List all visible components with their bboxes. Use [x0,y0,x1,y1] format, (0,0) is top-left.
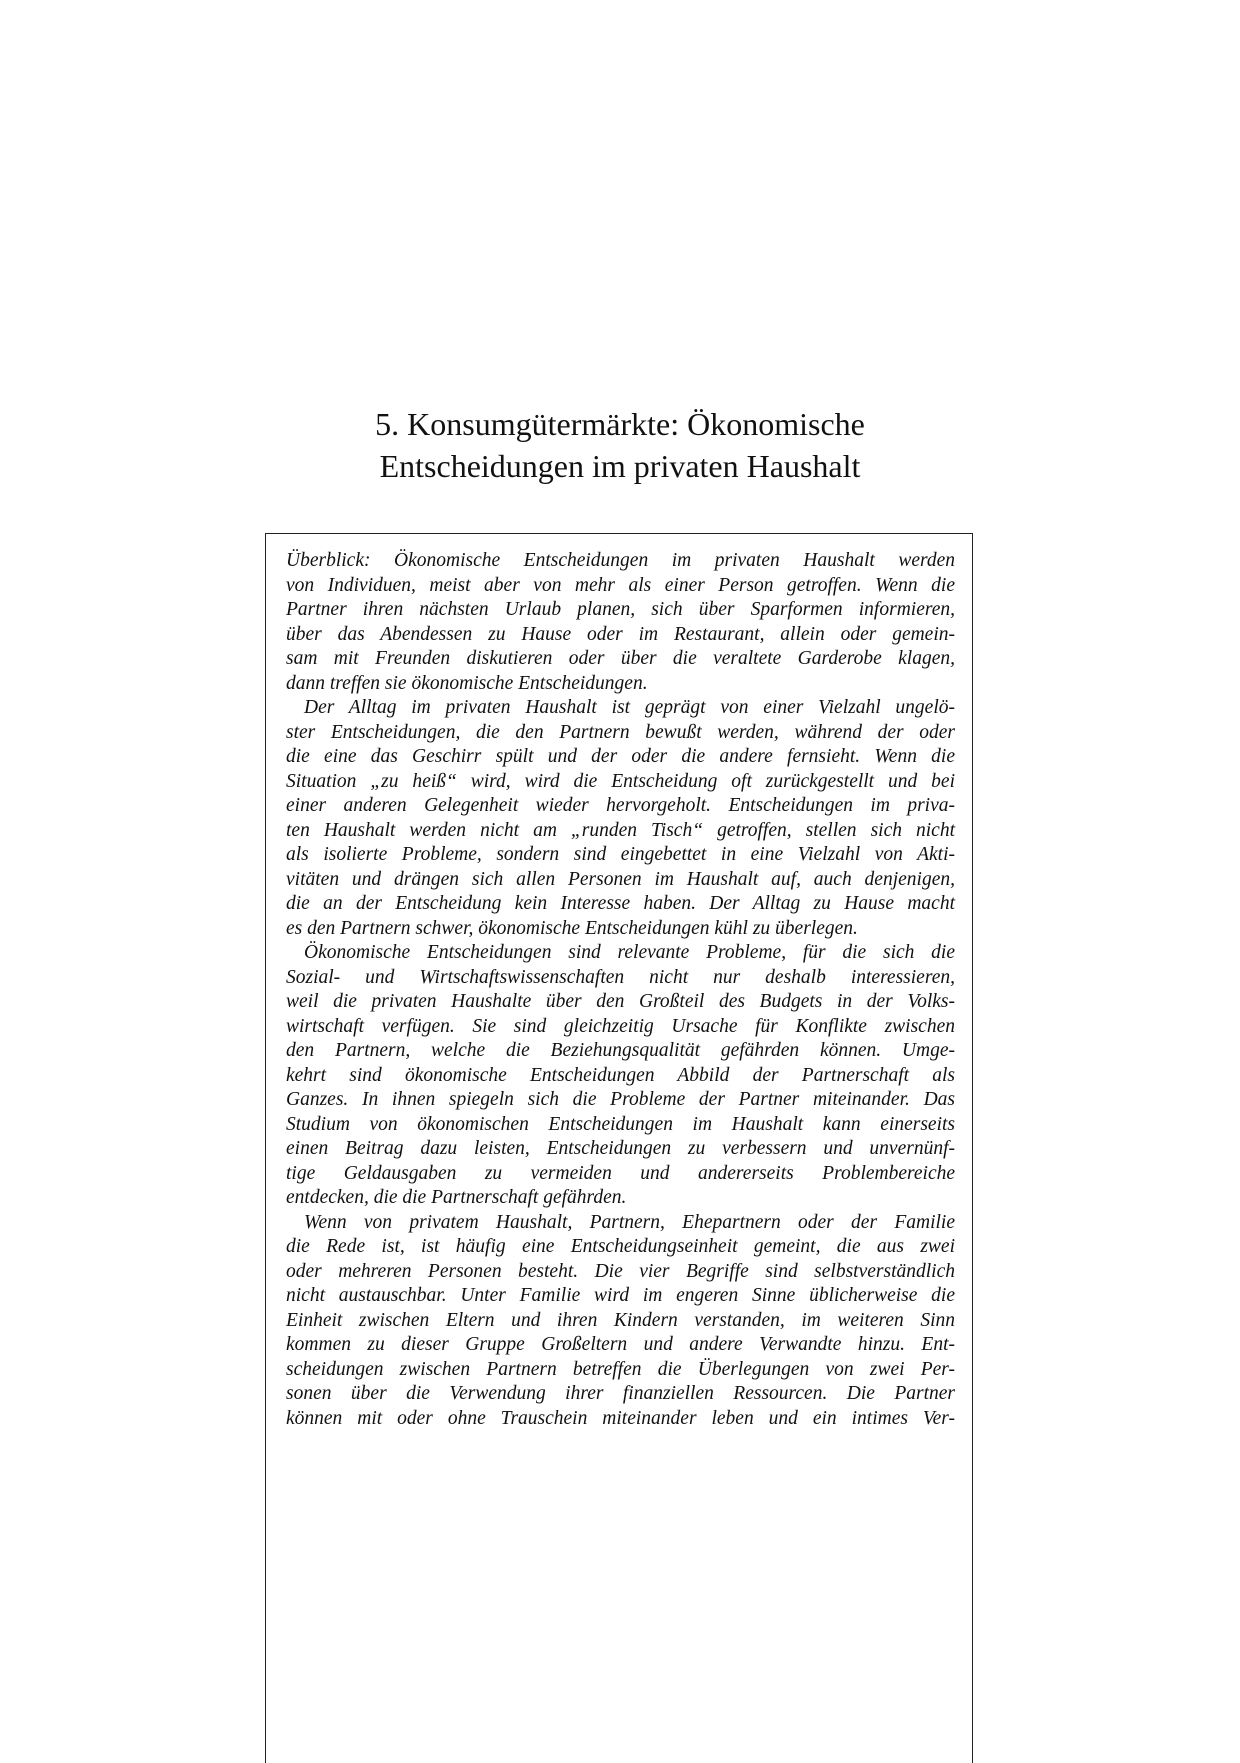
overview-line: weil die privaten Haushalte über den Großteil des Budgets in der Volks- [286,991,955,1012]
overview-line: vitäten und drängen sich allen Personen im Haushalt auf, auch denjenigen, [286,868,955,890]
overview-line: es den Partnern schwer, ökonomische Entscheidungen kühl zu überlegen. [286,917,858,939]
overview-line: den Partnern, welche die Beziehungsqualität gefährden können. Umge- [286,1040,955,1061]
overview-line: Sozial- und Wirtschaftswissenschaften nicht nur deshalb interessieren, [286,966,955,988]
overview-line: sam mit Freunden diskutieren oder über die veraltete Garderobe klagen, [286,648,955,669]
overview-line: über das Abendessen zu Hause oder im Restaurant, allein oder gemein- [286,623,955,645]
overview-line: Der Alltag im privaten Haushalt ist geprägt von einer Vielzahl ungelö- [304,697,955,718]
overview-line: Einheit zwischen Eltern und ihren Kindern verstanden, im weiteren Sinn [286,1309,955,1331]
overview-line: scheidungen zwischen Partnern betreffen die Überlegungen von zwei Per- [286,1358,955,1380]
overview-line: oder mehreren Personen besteht. Die vier Begriffe sind selbstverständlich [286,1260,955,1282]
overview-line: Wenn von privatem Haushalt, Partnern, Ehepartnern oder der Familie [304,1211,955,1233]
overview-line: Überblick: Ökonomische Entscheidungen im privaten Haushalt werden [286,550,955,571]
overview-line: von Individuen, meist aber von mehr als einer Person getroffen. Wenn die [286,574,955,596]
overview-text [286,549,955,1431]
overview-line: Situation „zu heiß“ wird, wird die Entscheidung oft zurückgestellt und bei [286,770,955,792]
overview-line: Ökonomische Entscheidungen sind relevante Probleme, für die sich die [304,942,955,963]
chapter-title [250,403,990,487]
overview-line: kehrt sind ökonomische Entscheidungen Abbild der Partnerschaft als [286,1064,955,1086]
overview-line: die Rede ist, ist häufig eine Entscheidungseinheit gemeint, die aus zwei [286,1236,955,1257]
overview-line: entdecken, die die Partnerschaft gefährden. [286,1187,627,1208]
overview-line: als isolierte Probleme, sondern sind eingebettet in eine Vielzahl von Akti- [286,844,955,865]
chapter-title-line-2: Entscheidungen im privaten Haushalt [379,448,861,484]
overview-line: ster Entscheidungen, die den Partnern bewußt werden, während der oder [286,721,955,743]
overview-line: Ganzes. In ihnen spiegeln sich die Probleme der Partner miteinander. Das [286,1089,955,1110]
overview-line: Partner ihren nächsten Urlaub planen, sich über Sparformen informieren, [286,599,955,620]
overview-line: wirtschaft verfügen. Sie sind gleichzeitig Ursache für Konflikte zwischen [286,1015,955,1037]
overview-line: die an der Entscheidung kein Interesse haben. Der Alltag zu Hause macht [286,893,955,914]
overview-line: sonen über die Verwendung ihrer finanziellen Ressourcen. Die Partner [286,1383,955,1404]
overview-line: können mit oder ohne Trauschein miteinander leben und ein intimes Ver- [286,1407,955,1429]
overview-line: Studium von ökonomischen Entscheidungen im Haushalt kann einerseits [286,1113,955,1135]
overview-line: einer anderen Gelegenheit wieder hervorgeholt. Entscheidungen im priva- [286,795,955,816]
overview-line: dann treffen sie ökonomische Entscheidungen. [286,672,648,694]
overview-line: die eine das Geschirr spült und der oder die andere fernsieht. Wenn die [286,746,955,767]
chapter-title-line-1: 5. Konsumgütermärkte: Ökonomische [375,406,865,442]
overview-line: ten Haushalt werden nicht am „runden Tisch“ getroffen, stellen sich nicht [286,819,955,841]
overview-line: nicht austauschbar. Unter Familie wird im engeren Sinne üblicherweise die [286,1285,955,1306]
overview-line: einen Beitrag dazu leisten, Entscheidungen zu verbessern und unvernünf- [286,1138,955,1159]
overview-line: kommen zu dieser Gruppe Großeltern und andere Verwandte hinzu. Ent- [286,1334,955,1355]
overview-line: tige Geldausgaben zu vermeiden und andererseits Problembereiche [286,1162,955,1184]
